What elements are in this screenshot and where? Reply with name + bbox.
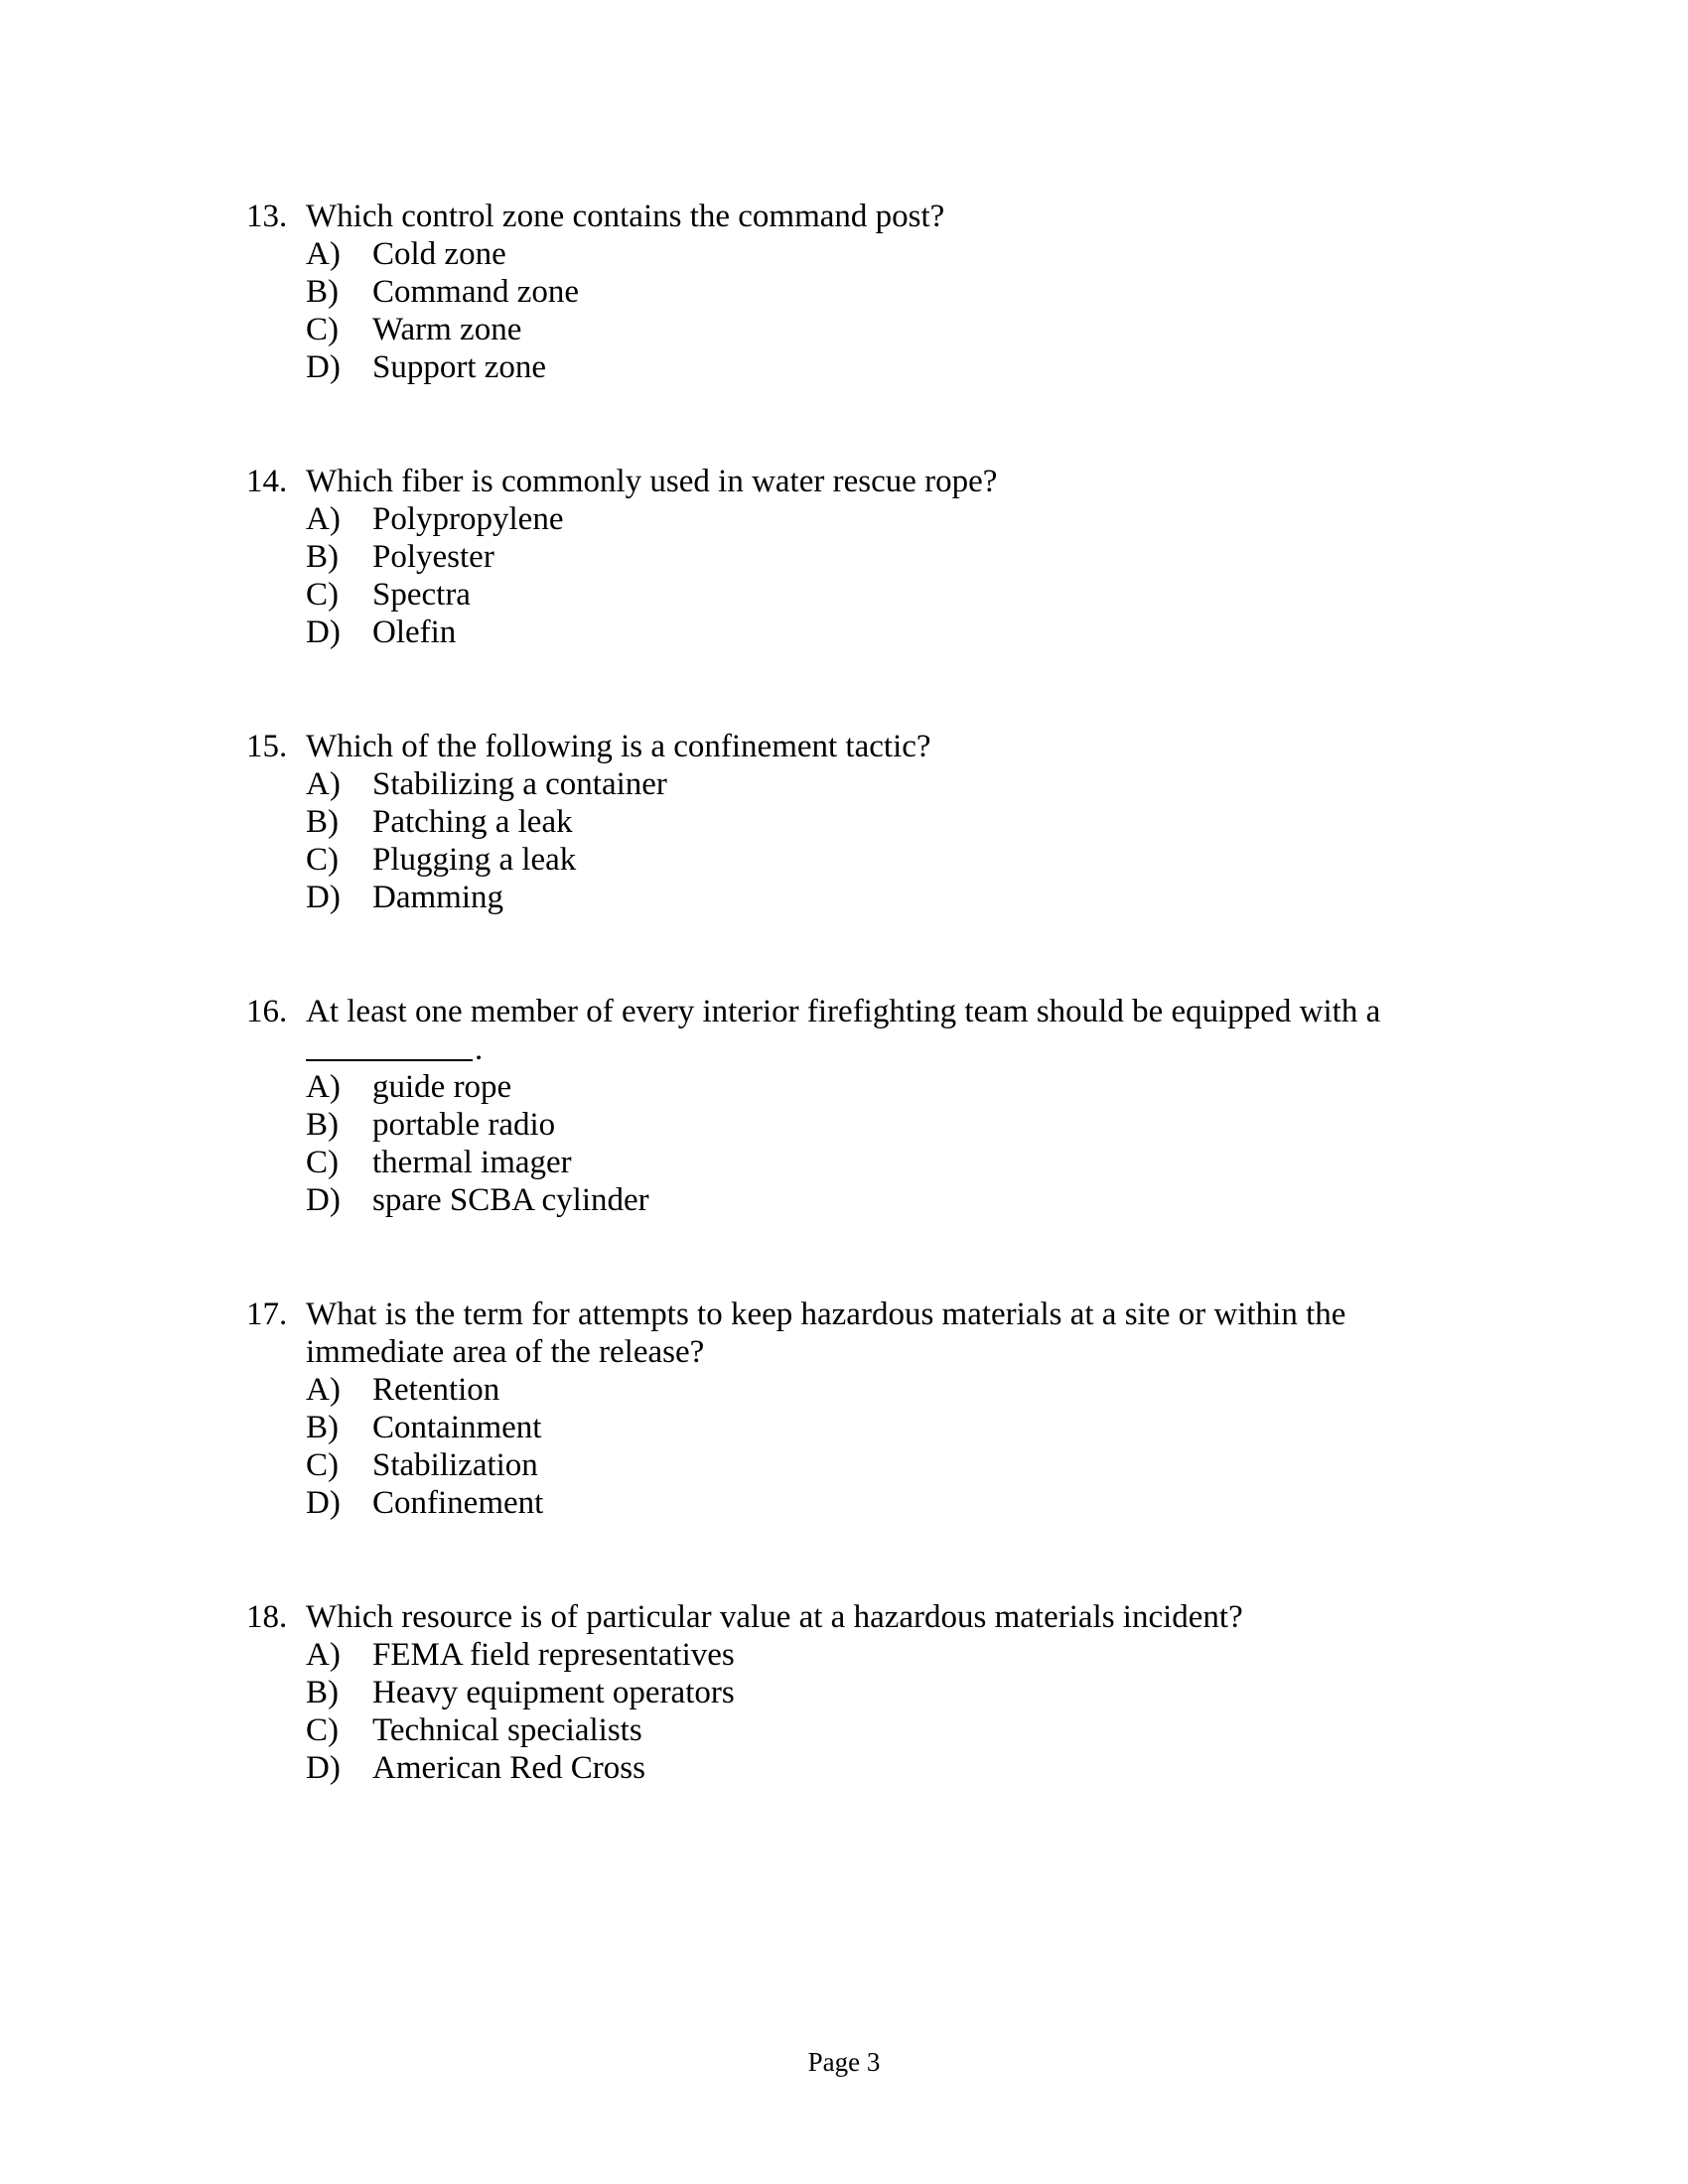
- blank-underline: [306, 1059, 473, 1061]
- question-number: 13.: [246, 199, 288, 234]
- choice-a: [246, 1636, 1438, 1674]
- choice-a: [246, 1371, 1438, 1409]
- choice-d: [246, 348, 1438, 386]
- question-text: Which resource is of particular value at a hazardous materials incident?: [306, 1599, 1243, 1635]
- choice-text: Command zone: [372, 274, 580, 310]
- choice-text: FEMA field representatives: [372, 1637, 735, 1673]
- question-text: Which of the following is a confinement tactic?: [306, 729, 931, 764]
- question-text: At least one member of every interior firefighting team should be equipped with a: [306, 994, 1381, 1029]
- choice-d: [246, 1181, 1438, 1219]
- choice-letter: A): [306, 1372, 341, 1408]
- choice-b: [246, 1409, 1438, 1446]
- choice-letter: D): [306, 1485, 341, 1521]
- choice-letter: C): [306, 577, 339, 613]
- choice-d: [246, 1484, 1438, 1522]
- choice-text: Support zone: [372, 349, 547, 385]
- choice-letter: D): [306, 614, 341, 650]
- choice-c: [246, 311, 1438, 348]
- choice-letter: B): [306, 1107, 339, 1143]
- choice-b: [246, 1674, 1438, 1711]
- question-13: [246, 198, 1438, 386]
- question-17: [246, 1296, 1438, 1522]
- choice-letter: D): [306, 1182, 341, 1218]
- choice-text: Warm zone: [372, 312, 522, 347]
- choice-d: [246, 614, 1438, 651]
- answer-choices: [246, 1068, 1438, 1219]
- page-number: Page 3: [807, 2047, 881, 2077]
- choice-letter: C): [306, 842, 339, 878]
- choice-text: Heavy equipment operators: [372, 1675, 735, 1710]
- question-14: [246, 463, 1438, 651]
- choice-d: [246, 879, 1438, 916]
- question-number: 14.: [246, 464, 288, 499]
- question-number: 15.: [246, 729, 288, 764]
- answer-choices: [246, 765, 1438, 916]
- choice-letter: C): [306, 1145, 339, 1180]
- choice-c: [246, 1144, 1438, 1181]
- choice-letter: A): [306, 1069, 341, 1105]
- choice-letter: B): [306, 1410, 339, 1445]
- choice-letter: B): [306, 1675, 339, 1710]
- choice-a: [246, 765, 1438, 803]
- choice-text: portable radio: [372, 1107, 556, 1143]
- fill-in-blank: [306, 1030, 1438, 1068]
- choice-c: [246, 841, 1438, 879]
- choice-letter: A): [306, 1637, 341, 1673]
- choice-text: Stabilizing a container: [372, 766, 667, 802]
- choice-text: Olefin: [372, 614, 457, 650]
- choice-c: [246, 576, 1438, 614]
- question-number: 17.: [246, 1297, 288, 1332]
- question-16: [246, 993, 1438, 1219]
- choice-letter: D): [306, 880, 341, 915]
- choice-text: thermal imager: [372, 1145, 572, 1180]
- choice-letter: C): [306, 312, 339, 347]
- answer-choices: [246, 1636, 1438, 1787]
- choice-a: [246, 235, 1438, 273]
- choice-text: spare SCBA cylinder: [372, 1182, 649, 1218]
- choice-text: Plugging a leak: [372, 842, 577, 878]
- choice-c: [246, 1446, 1438, 1484]
- question-text: Which control zone contains the command post?: [306, 199, 945, 234]
- choice-a: [246, 500, 1438, 538]
- question-15: [246, 728, 1438, 916]
- choice-text: Confinement: [372, 1485, 544, 1521]
- choice-letter: C): [306, 1712, 339, 1748]
- choice-letter: C): [306, 1447, 339, 1483]
- answer-choices: [246, 500, 1438, 651]
- choice-letter: B): [306, 539, 339, 575]
- choice-text: Containment: [372, 1410, 542, 1445]
- choice-letter: B): [306, 274, 339, 310]
- answer-choices: [246, 1371, 1438, 1522]
- choice-b: [246, 538, 1438, 576]
- choice-text: Spectra: [372, 577, 471, 613]
- choice-text: Patching a leak: [372, 804, 573, 840]
- question-text: What is the term for attempts to keep hazardous materials at a site or within the immediate area of the release?: [306, 1297, 1346, 1370]
- choice-c: [246, 1711, 1438, 1749]
- choice-d: [246, 1749, 1438, 1787]
- choice-text: Damming: [372, 880, 503, 915]
- choice-letter: D): [306, 1750, 341, 1786]
- choice-text: Technical specialists: [372, 1712, 642, 1748]
- choice-b: [246, 803, 1438, 841]
- question-text: Which fiber is commonly used in water rescue rope?: [306, 464, 998, 499]
- choice-letter: A): [306, 501, 341, 537]
- choice-text: Polypropylene: [372, 501, 564, 537]
- choice-b: [246, 273, 1438, 311]
- blank-period: .: [475, 1031, 484, 1067]
- choice-text: American Red Cross: [372, 1750, 645, 1786]
- choice-letter: A): [306, 236, 341, 272]
- question-number: 18.: [246, 1599, 288, 1635]
- choice-text: Cold zone: [372, 236, 506, 272]
- choice-letter: B): [306, 804, 339, 840]
- question-18: [246, 1598, 1438, 1787]
- question-number: 16.: [246, 994, 288, 1029]
- choice-b: [246, 1106, 1438, 1144]
- choice-text: Polyester: [372, 539, 494, 575]
- choice-text: Retention: [372, 1372, 500, 1408]
- choice-letter: D): [306, 349, 341, 385]
- choice-a: [246, 1068, 1438, 1106]
- choice-text: guide rope: [372, 1069, 512, 1105]
- choice-text: Stabilization: [372, 1447, 538, 1483]
- choice-letter: A): [306, 766, 341, 802]
- answer-choices: [246, 235, 1438, 386]
